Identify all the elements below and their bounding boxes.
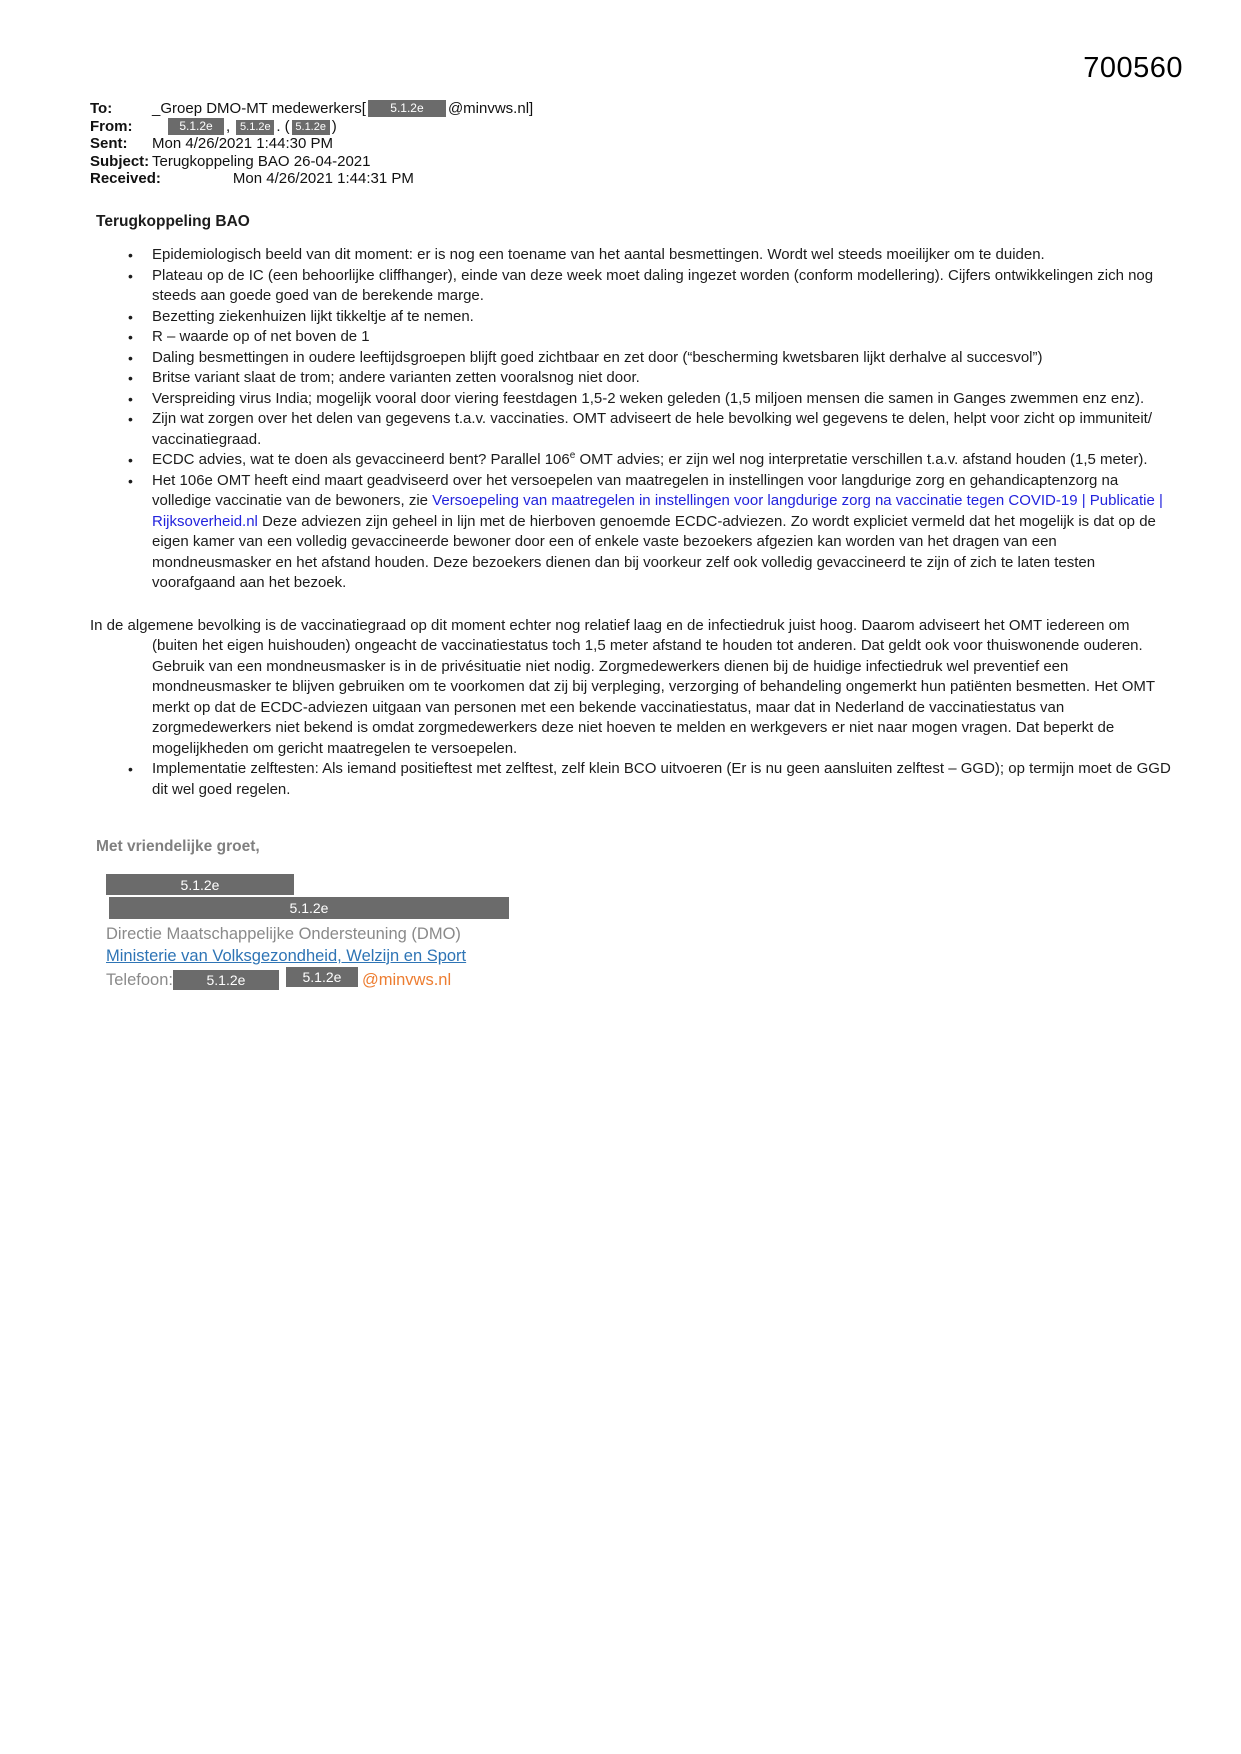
text-run: Britse variant slaat de trom; andere varianten zetten vooralsnog niet door.: [152, 369, 640, 386]
text-run: Implementatie zelftesten: Als iemand positieftest met zelftest, zelf klein BCO uitvoeren (Er is nu geen aansluiten zelftest – GGD); op termijn moet de GGD dit wel goed regelen.: [152, 760, 1171, 798]
header-field-value: [152, 100, 533, 117]
text-run: ECDC advies, wat te doen als gevaccineerd bent? Parallel 106: [152, 451, 570, 468]
phone-redaction-bar: 5.1.2e: [173, 970, 279, 990]
email-header: [90, 100, 1171, 187]
text-run: @minvws.nl]: [447, 100, 534, 117]
bullet-item: [152, 348, 1171, 369]
text-run: Verspreiding virus India; mogelijk vooral door viering feestdagen 1,5-2 weken geleden (1,5 miljoen mensen die samen in Ganges zwemmen enz enz).: [152, 389, 1145, 407]
signature-block: [106, 874, 1171, 990]
text-run: OMT advies; er zijn wel nog interpretatie verschillen t.a.v. afstand houden (1,5 meter).: [575, 451, 1148, 468]
bullet-item: [152, 327, 1171, 348]
bullet-item: [152, 409, 1171, 450]
bullet-item: [152, 266, 1171, 307]
header-row: [90, 153, 1171, 170]
text-run: . (: [276, 117, 290, 135]
text-run: Mon 4/26/2021 1:44:30 PM: [152, 135, 333, 152]
text-run: _Groep DMO-MT medewerkers[: [152, 100, 366, 117]
bullet-list: [90, 245, 1171, 409]
header-row: [90, 118, 1171, 135]
bullet-item: [152, 471, 1171, 594]
superscript-text: e: [569, 450, 576, 461]
body-title: Terugkoppeling BAO: [96, 213, 250, 230]
signature-redaction-2: 5.1.2e: [109, 897, 509, 919]
text-run: Epidemiologisch beeld van dit moment: er is nog een toename van het aantal besmettingen. Wordt wel steeds moeilijker om te duiden.: [152, 246, 1045, 263]
text-run: Plateau op de IC (een behoorlijke cliffhanger), einde van deze week moet daling ingezet worden (conform modellering). Cijfers ontwikkelingen zich nog steeds aan goede goed van de berekende marge.: [152, 266, 1154, 304]
bullet-list: [90, 409, 1171, 594]
hyperlink[interactable]: Versoepeling van maatregelen in instellingen voor langdurige zorg na vaccinatie tegen COVID-19 | Publicatie | Rijksoverheid.nl: [152, 492, 1163, 530]
header-row: [90, 100, 1171, 117]
body-sections: [90, 245, 1171, 800]
text-run: ,: [226, 117, 235, 135]
phone-label: Telefoon:: [106, 970, 173, 989]
text-run: Bezetting ziekenhuizen lijkt tikkeltje af te nemen.: [152, 307, 474, 325]
text-run: Deze adviezen zijn geheel in lijn met de hierboven genoemde ECDC-adviezen. Zo wordt expliciet vermeld dat het mogelijk is dat op de eigen kamer van een volledig gevaccineerde bewoner door een of enkele vaste bezoekers afgezien kan worden van het dragen van een mondneusmasker en het afstand houden. Deze bezoekers dienen dan bij voorkeur zelf ook volledig gevaccineerd te zijn of zich te laten testen voorafgaand aan het bezoek.: [152, 512, 1156, 591]
redaction-bar: 5.1.2e: [292, 120, 330, 135]
header-row: [90, 135, 1171, 152]
bullet-item: [152, 759, 1171, 800]
header-field-value: [152, 135, 333, 152]
header-field-label: From:: [90, 117, 133, 135]
text-run: Zijn wat zorgen over het delen van gegevens t.a.v. vaccinaties. OMT adviseert de hele bevolking wel gegevens te delen, helpt voor zicht op immuniteit/ vaccinatiegraad.: [152, 410, 1152, 448]
signature-department: Directie Maatschappelijke Ondersteuning (DMO): [106, 925, 461, 943]
text-run: In de algemene bevolking is de vaccinatiegraad op dit moment echter nog relatief laag en de infectiedruk juist hoog. Daarom adviseert het OMT iedereen om (buiten het eigen huishouden) ongeacht de vaccinatiestatus toch 1,5 meter afstand te houden tot anderen. Dat geldt ook voor thuiswonende ouderen. Gebruik van een mondneusmasker is in de privésituatie niet nodig. Zorgmedewerkers dienen bij de huidige infectiedruk wel preventief een mondneusmasker te blijven gebruiken om te voorkomen dat zij bij verpleging, verzorging of behandeling ongemerkt hun patiënten besmetten. Het OMT merkt op dat de ECDC-adviezen uitgaan van personen met een bekende vaccinatiestatus, maar dat in Nederland de vaccinatiestatus van zorgmedewerkers niet bekend is omdat zorgmedewerkers deze niet hoeven te melden en werkgevers er niet naar mogen vragen. Dat beperkt de mogelijkheden om gericht maatregelen te versoepelen.: [90, 616, 1155, 757]
text-run: ): [331, 117, 337, 135]
text-run: Het 106e OMT heeft eind maart geadviseerd over het versoepelen van maatregelen in instellingen voor langdurige zorg en gehandicaptenzorg na volledige vaccinatie van de bewoners, zie: [152, 471, 1119, 509]
body-paragraph: [90, 616, 1171, 760]
redaction-bar: 5.1.2e: [368, 100, 446, 117]
header-field-label: Sent:: [90, 135, 128, 152]
bullet-item: [152, 307, 1171, 328]
signature-redaction-1: 5.1.2e: [106, 874, 294, 895]
header-field-value: [166, 118, 337, 135]
bullet-item: [152, 389, 1171, 410]
redaction-bar: 5.1.2e: [236, 120, 274, 135]
email-redaction-bar: 5.1.2e: [286, 967, 358, 987]
closing-line: Met vriendelijke groet,: [96, 838, 260, 855]
signature-phone-row: [106, 970, 1171, 990]
header-field-value: [233, 170, 414, 187]
header-field-label: Received:: [90, 170, 161, 187]
text-run: Mon 4/26/2021 1:44:31 PM: [232, 170, 414, 187]
email-domain: @minvws.nl: [361, 970, 452, 989]
header-field-label: To:: [90, 100, 113, 117]
header-row: [90, 170, 1171, 187]
header-field-label: Subject:: [90, 152, 150, 170]
ministry-link[interactable]: Ministerie van Volksgezondheid, Welzijn en Sport: [106, 947, 467, 965]
text-run: R – waarde op of net boven de 1: [152, 328, 370, 345]
header-field-value: [152, 153, 370, 170]
bullet-item: [152, 368, 1171, 389]
bullet-item: [152, 450, 1171, 471]
text-run: Daling besmettingen in oudere leeftijdsgroepen blijft goed zichtbaar en zet door (“bescherming kwetsbaren lijkt derhalve al succesvol”): [152, 348, 1043, 366]
bullet-list: [90, 759, 1171, 800]
redaction-bar: 5.1.2e: [168, 118, 224, 135]
document-number: 700560: [1083, 52, 1183, 84]
text-run: Terugkoppeling BAO 26-04-2021: [152, 152, 371, 170]
bullet-item: [152, 245, 1171, 266]
